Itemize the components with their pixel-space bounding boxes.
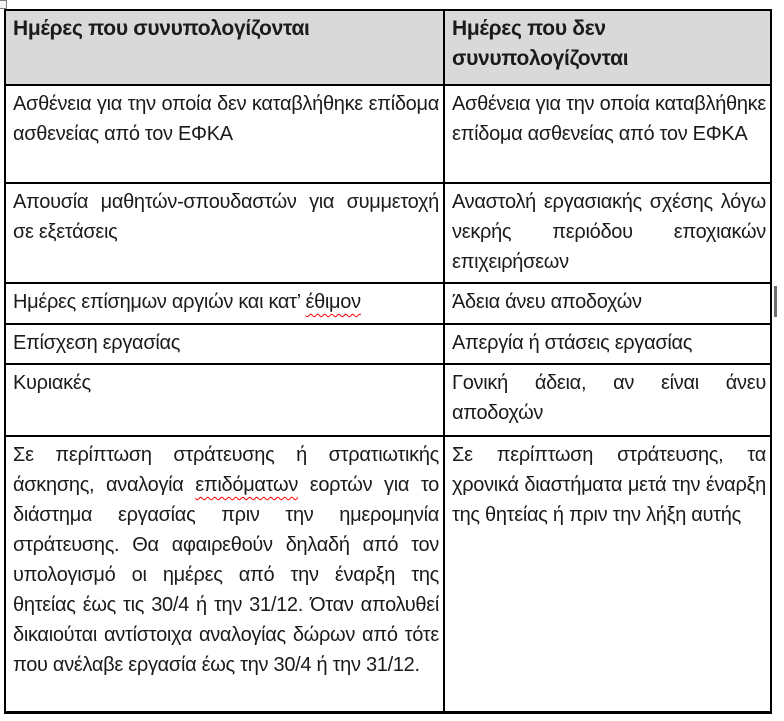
cell-excluded-unpaid-leave[interactable] (444, 283, 771, 324)
text-segment: Σε περίπτωση στράτευσης ή στρατιωτικής άσκησης, αναλογία (13, 444, 439, 496)
text-segment: Απουσία μαθητών-σπουδαστών για συμμετοχή σε εξετάσεις (13, 191, 439, 243)
header-cell-days-included[interactable]: Ημέρες που συνυπολογίζονται (5, 10, 444, 85)
text-segment: Αναστολή εργασιακής σχέσης λόγω νεκρής περιόδου εποχιακών επιχειρήσεων (452, 191, 766, 273)
cell-included-sundays[interactable] (5, 364, 444, 436)
text-segment: Σε περίπτωση στράτευσης, τα χρονικά διαστήματα μετά την έναρξη της θητείας ή πριν την λήξη αυτής (452, 444, 766, 526)
table-move-handle-icon[interactable] (0, 0, 7, 9)
table-row (5, 324, 771, 364)
text-segment: Άδεια άνευ αποδοχών (452, 291, 642, 313)
table-row (5, 364, 771, 436)
misspelled-word: επιδόματων (195, 474, 299, 496)
table-row (5, 436, 771, 712)
cell-included-military-service[interactable] (5, 436, 444, 712)
text-segment: Ασθένεια για την οποία δεν καταβλήθηκε επίδομα ασθενείας από τον ΕΦΚΑ (13, 93, 439, 145)
cell-included-official-holidays[interactable] (5, 283, 444, 324)
text-segment: Επίσχεση εργασίας (13, 332, 181, 354)
text-segment: Ασθένεια για την οποία καταβλήθηκε επίδομα ασθενείας από τον ΕΦΚΑ (452, 93, 766, 145)
table-row (5, 183, 771, 283)
cell-excluded-sickness-paid[interactable] (444, 85, 771, 183)
working-days-comparison-table (4, 9, 772, 714)
text-segment: Γονική άδεια, αν είναι άνευ αποδοχών (452, 372, 766, 424)
misspelled-word: έθιμον (305, 291, 361, 313)
text-segment: εορτών για το διάστημα εργασίας πριν την ημερομηνία στράτευσης. Θα αφαιρεθούν δηλαδή από τον υπολογισμό οι ημέρες από την έναρξη της θητείας έως τις 30/4 ή την 31/12. Όταν απολυθεί δικαιούται αντίστοιχα αναλογίας δώρων από τότε που ανέλαβε εργασία έως την 30/4 ή την 31/12. (13, 474, 439, 676)
cell-excluded-strike[interactable] (444, 324, 771, 364)
table-row (5, 283, 771, 324)
text-segment: Κυριακές (13, 372, 91, 394)
cell-included-student-absence[interactable] (5, 183, 444, 283)
cell-included-sickness-unpaid[interactable] (5, 85, 444, 183)
cell-excluded-parental-leave[interactable] (444, 364, 771, 436)
table-row (5, 85, 771, 183)
cell-included-work-retention[interactable] (5, 324, 444, 364)
text-caret (774, 286, 777, 317)
cell-excluded-seasonal-suspension[interactable] (444, 183, 771, 283)
header-cell-days-excluded[interactable]: Ημέρες που δεν συνυπολογίζονται (444, 10, 771, 85)
cell-excluded-military-service-periods[interactable] (444, 436, 771, 712)
text-segment: Απεργία ή στάσεις εργασίας (452, 332, 693, 354)
table-header-row (5, 10, 771, 85)
text-segment: Ημέρες επίσημων αργιών και κατ’ (13, 291, 306, 313)
